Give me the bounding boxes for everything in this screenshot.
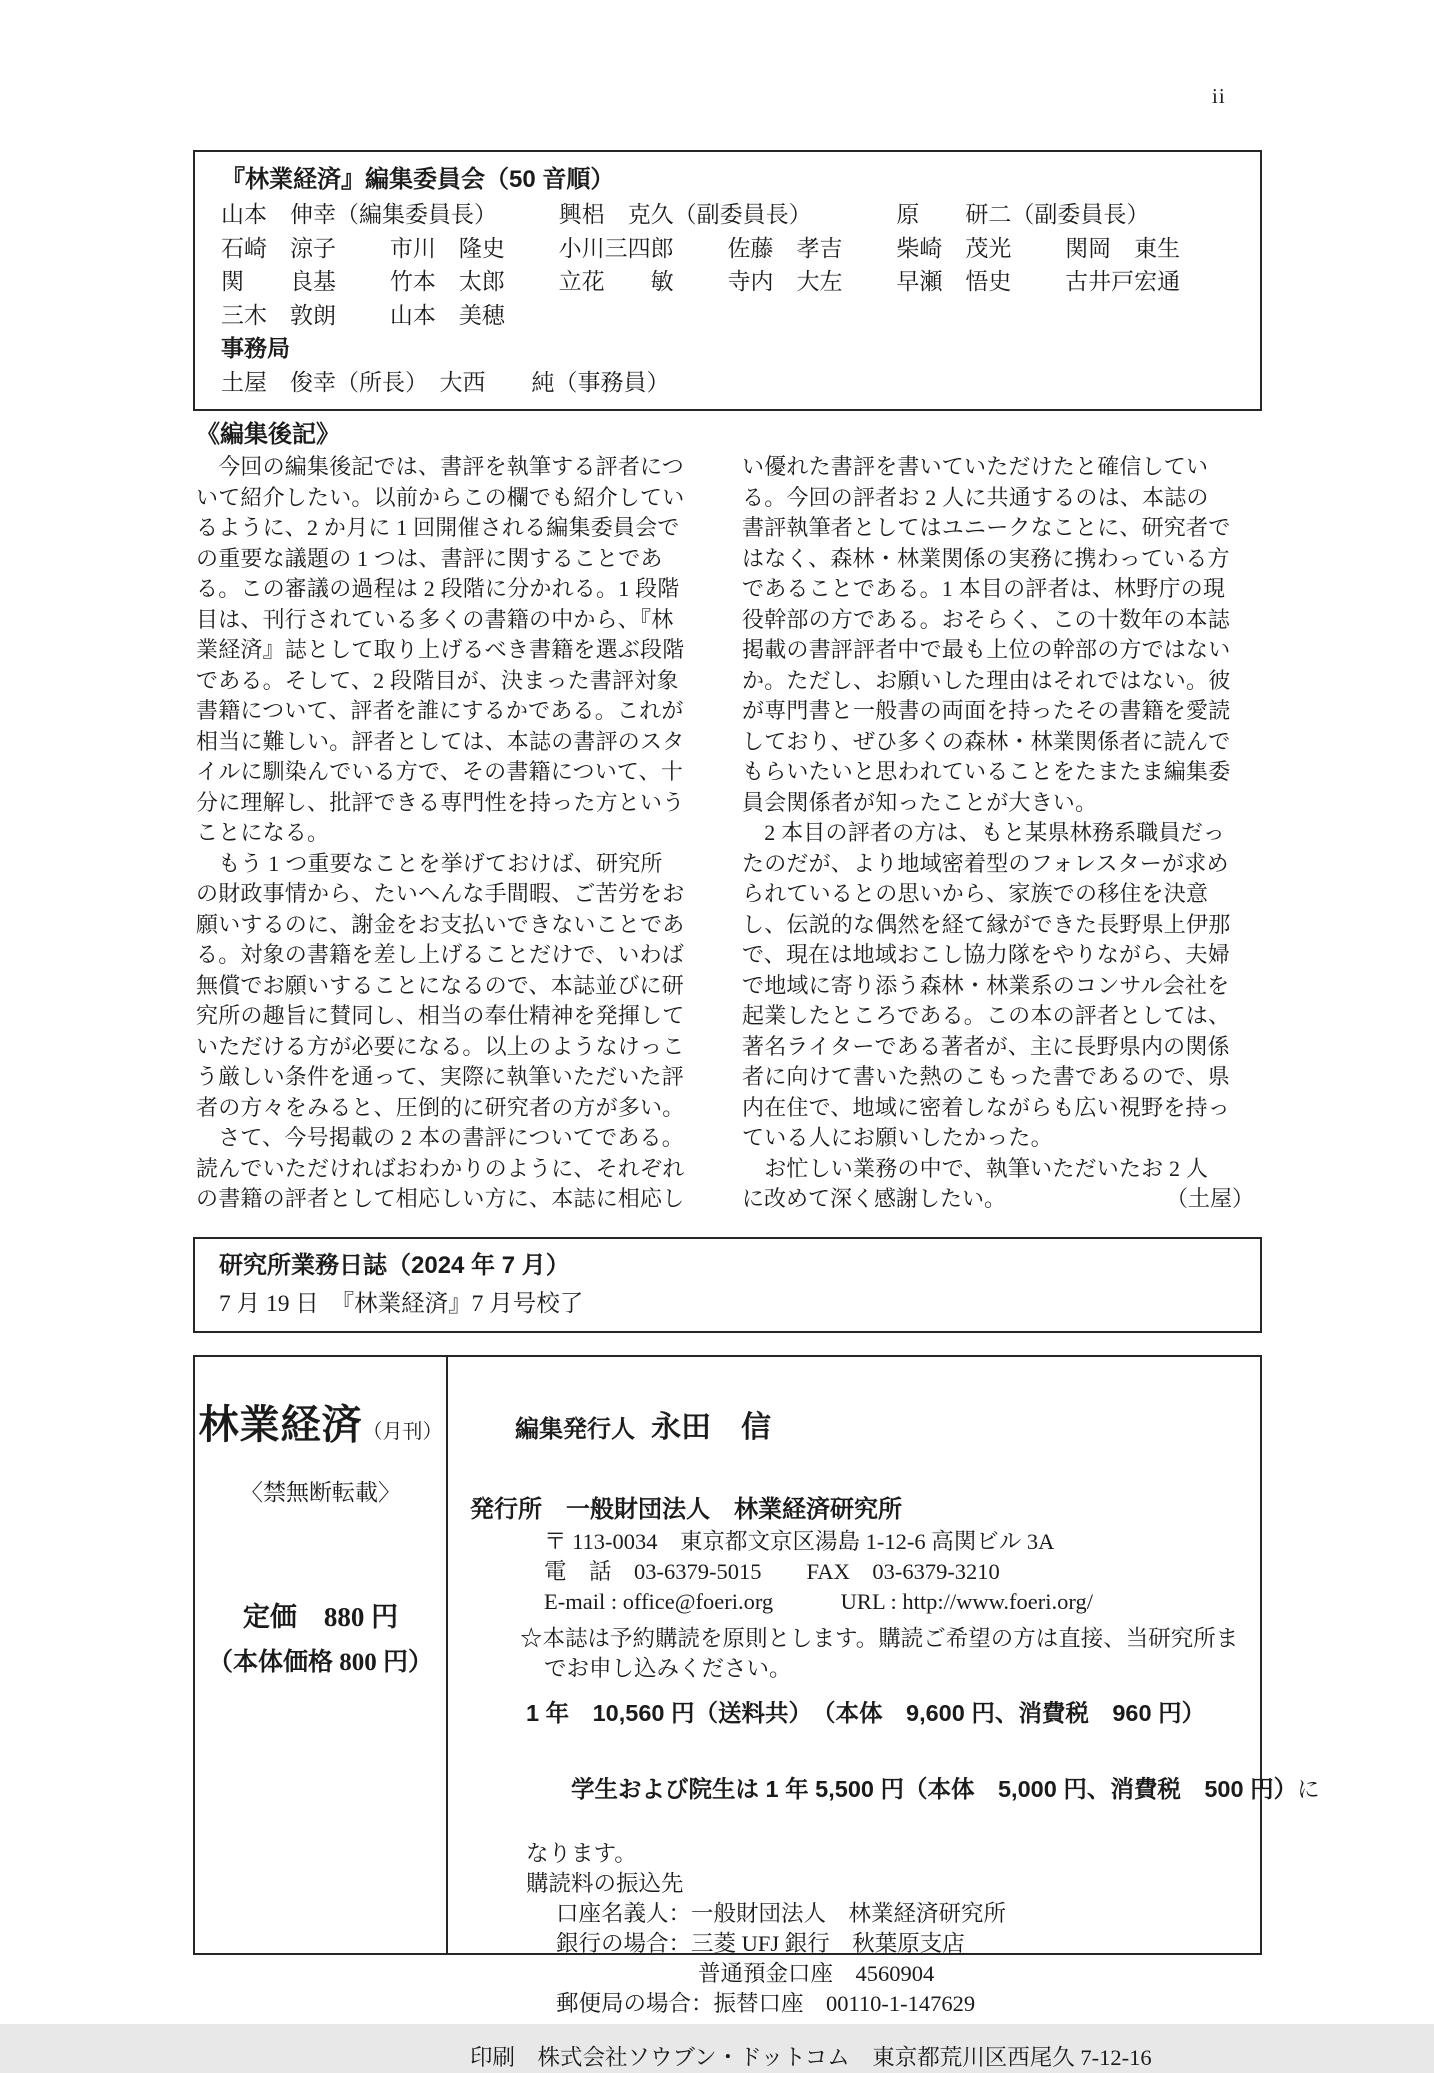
text-line: もう 1 つ重要なことを挙げておけば、研究所 xyxy=(196,850,663,876)
editor-label: 編集発行人 xyxy=(515,1416,635,1443)
annual-price: 1 年 10,560 円（送料共） （本体 9,600 円、消費税 960 円） xyxy=(526,1700,1206,1726)
text-line: 分に理解し、批評できる専門性を持った方という xyxy=(196,789,685,815)
text-line: 役幹部の方である。おそらく、この十数年の本誌 xyxy=(742,606,1230,632)
text-line: が専門書と一般書の両面を持ったその書籍を愛読 xyxy=(742,698,1231,723)
text-line: 無償でお願いすることになるので、本誌並びに研 xyxy=(196,972,684,998)
postscript-heading: 《編集後記》 xyxy=(196,421,340,448)
committee-member: 関 良基 xyxy=(221,269,336,294)
text-line: 願いするのに、謝金をお支払いできないことであ xyxy=(196,911,685,937)
publisher-line: 発行所 一般財団法人 林業経済研究所 xyxy=(470,1496,902,1523)
committee-row xyxy=(221,299,1234,333)
text-line: ことになる。 xyxy=(196,820,330,845)
transfer-bank-account: 普通預金口座 4560904 xyxy=(698,1961,935,1986)
subscription-note-line2: でお申し込みください。 xyxy=(544,1656,792,1681)
committee-member: 小川三四郎 xyxy=(558,235,674,261)
committee-box xyxy=(193,150,1262,411)
phone-fax: 電 話 03-6379-5015 FAX 03-6379-3210 xyxy=(544,1559,1000,1584)
text-line: はなく、森林・林業関係の実務に携わっている方 xyxy=(742,545,1230,571)
journal-title: 林業経済 xyxy=(198,1403,363,1447)
committee-member: 柴崎 茂光 xyxy=(896,235,1012,261)
text-line: で、現在は地域おこし協力隊をやりながら、夫婦 xyxy=(742,942,1230,967)
text-line: 書籍について、評者を誰にするかである。これが xyxy=(196,698,684,723)
committee-member: 立花 敏 xyxy=(558,269,674,294)
text-line: 目は、刊行されている多くの書籍の中から、『林 xyxy=(196,606,674,632)
printer-line: 印刷 株式会社ソウブン・ドットコム 東京都荒川区西尾久 7-12-16 xyxy=(470,2045,1152,2070)
text-line: お忙しい業務の中で、執筆いただいたお 2 人 xyxy=(742,1155,1209,1181)
committee-member: 佐藤 孝吉 xyxy=(727,235,843,261)
committee-row xyxy=(221,265,1234,299)
text-line: で地域に寄り添う森林・林業系のコンサル会社を xyxy=(742,972,1230,998)
transfer-post: 郵便局の場合：振替口座 00110-1-147629 xyxy=(556,1991,976,2016)
text-line: い優れた書評を書いていただけたと確信してい xyxy=(742,454,1209,479)
publication-box xyxy=(193,1355,1320,2070)
text-line: る。対象の書籍を差し上げることだけで、いわば xyxy=(196,942,684,967)
text-line: 業経済』誌として取り上げるべき書籍を選ぶ段階 xyxy=(196,637,685,662)
committee-member: 竹本 太郎 xyxy=(389,269,505,294)
committee-member: 古井戸宏通 xyxy=(1065,269,1181,294)
text-line: の重要な議題の 1 つは、書評に関することであ xyxy=(196,545,663,571)
text-line: 員会関係者が知ったことが大きい。 xyxy=(742,789,1098,815)
diary-box xyxy=(193,1237,1262,1333)
text-line: か。ただし、お願いした理由はそれではない。彼 xyxy=(742,667,1231,693)
committee-member: 山本 伸幸（編集委員長） xyxy=(221,202,497,227)
editor-name: 永田 信 xyxy=(651,1411,771,1444)
postscript-column-right xyxy=(742,452,1254,1215)
text-line: しており、ぜひ多くの森林・林業関係者に読んで xyxy=(742,728,1231,754)
journal-title-row xyxy=(195,1393,446,1450)
reprint-notice: 〈禁無断転載〉 xyxy=(240,1480,401,1505)
committee-member: 原 研二（副委員長） xyxy=(896,202,1150,227)
committee-member: 石崎 涼子 xyxy=(221,235,336,261)
transfer-account-holder: 口座名義人：一般財団法人 林業経済研究所 xyxy=(556,1901,1007,1926)
text-line: の財政事情から、たいへんな手間暇、ご苦労をお xyxy=(196,881,685,906)
text-line: いて紹介したい。以前からこの欄でも紹介してい xyxy=(196,484,685,510)
text-line: であることである。1 本目の評者は、林野庁の現 xyxy=(742,576,1226,601)
journal-frequency: （月刊） xyxy=(362,1421,443,1443)
committee-row: 事務局 xyxy=(221,335,290,361)
text-line: 究所の趣旨に賛同し、相当の奉仕精神を発揮して xyxy=(196,1003,685,1028)
postscript-column-left xyxy=(196,452,708,1215)
diary-title: 研究所業務日誌（2024 年 7 月） xyxy=(219,1252,570,1279)
text-line: 今回の編集後記では、書評を執筆する評者につ xyxy=(196,454,684,479)
email-url: E-mail : office@foeri.org URL : http://www.foeri.org/ xyxy=(544,1589,1093,1614)
text-line: たのだが、より地域密着型のフォレスターが求め xyxy=(742,850,1229,876)
committee-member: 山本 美穂 xyxy=(389,302,505,328)
publication-box-left xyxy=(195,1357,448,1953)
text-line: 掲載の書評評者中で最も上位の幹部の方ではない xyxy=(742,637,1231,662)
committee-member: 市川 隆史 xyxy=(389,235,505,261)
text-line: さて、今号掲載の 2 本の書評についてである。 xyxy=(196,1125,684,1150)
diary-entry: 7 月 19 日 『林業経済』7 月号校了 xyxy=(219,1291,584,1317)
text-line: 著名ライターである著者が、主に長野県内の関係 xyxy=(742,1033,1230,1059)
committee-member: 早瀬 悟史 xyxy=(896,269,1012,294)
student-price-bold: 学生および院生は 1 年 5,500 円（本体 5,000 円、消費税 500 円） xyxy=(571,1776,1298,1802)
text-line: ている人にお願いしたかった。 xyxy=(742,1125,1053,1150)
text-line: 2 本目の評者の方は、もと某県林務系職員だっ xyxy=(742,820,1226,845)
postscript-lines xyxy=(742,452,1254,1184)
text-line: る。この審議の過程は 2 段階に分かれる。1 段階 xyxy=(196,576,680,601)
text-line: う厳しい条件を通って、実際に執筆いただいた評 xyxy=(196,1064,684,1089)
text-line: 者の方々をみると、圧倒的に研究者の方が多い。 xyxy=(196,1094,685,1120)
text-line: 書評執筆者としてはユニークなことに、研究者で xyxy=(742,515,1231,540)
committee-member: 三木 敦朗 xyxy=(221,302,336,328)
committee-member: 関岡 東生 xyxy=(1065,235,1181,261)
transfer-bank: 銀行の場合：三菱 UFJ 銀行 秋葉原支店 xyxy=(556,1931,965,1956)
postal-address: 〒 113-0034 東京都文京区湯島 1-12-6 高関ビル 3A xyxy=(544,1529,1055,1554)
page-number: ii xyxy=(1212,84,1226,108)
text-line: る。今回の評者お 2 人に共通するのは、本誌の xyxy=(742,484,1209,510)
postscript-last-line xyxy=(742,1184,1254,1215)
price: 定価 880 円 xyxy=(242,1602,399,1632)
committee-member: 興梠 克久（副委員長） xyxy=(558,202,812,227)
committee-rows xyxy=(221,198,1234,399)
student-price-tail: に xyxy=(1297,1777,1320,1802)
transfer-heading: 購読料の振込先 xyxy=(526,1871,684,1896)
text-line: の書籍の評者として相応しい方に、本誌に相応し xyxy=(196,1186,685,1211)
committee-member: 寺内 大左 xyxy=(727,269,843,294)
postscript-signature: （土屋） xyxy=(1165,1186,1254,1211)
text-line: られているとの思いから、家族での移住を決意 xyxy=(742,881,1209,906)
text-line: 読んでいただければおわかりのように、それぞれ xyxy=(196,1155,685,1181)
text-line: である。そして、2 段階目が、決まった書評対象 xyxy=(196,667,679,693)
text-line: し、伝説的な偶然を経て縁ができた長野県上伊那 xyxy=(742,911,1231,937)
committee-row: 土屋 俊幸（所長） 大西 純（事務員） xyxy=(221,369,670,395)
student-price-line2: なります。 xyxy=(526,1841,637,1866)
text-line: イルに馴染んでいる方で、その書籍について、十 xyxy=(196,759,684,784)
postscript-closing-text: に改めて深く感謝したい。 xyxy=(742,1186,1007,1211)
text-line: 起業したところである。この本の評者としては、 xyxy=(742,1003,1231,1028)
text-line: るように、2 か月に 1 回開催される編集委員会で xyxy=(196,515,680,540)
committee-row xyxy=(221,232,1234,266)
text-line: 者に向けて書いた熱のこもった書であるので、県 xyxy=(742,1064,1230,1089)
text-line: 内在住で、地域に密着しながらも広い視野を持っ xyxy=(742,1094,1230,1120)
committee-title: 『林業経済』編集委員会（50 音順） xyxy=(221,166,615,193)
student-price-line xyxy=(526,1740,1320,1839)
editor-line xyxy=(470,1383,1320,1475)
text-line: 相当に難しい。評者としては、本誌の書評のスタ xyxy=(196,728,685,754)
text-line: いただける方が必要になる。以上のようなけっこ xyxy=(196,1033,685,1059)
committee-row xyxy=(221,198,1234,232)
text-line: もらいたいと思われていることをたまたま編集委 xyxy=(742,759,1231,784)
publication-box-right xyxy=(448,1357,1338,2070)
base-price: （本体価格 800 円） xyxy=(207,1649,433,1676)
subscription-note-line1: ☆本誌は予約購読を原則とします。購読ご希望の方は直接、当研究所ま xyxy=(520,1626,1239,1651)
